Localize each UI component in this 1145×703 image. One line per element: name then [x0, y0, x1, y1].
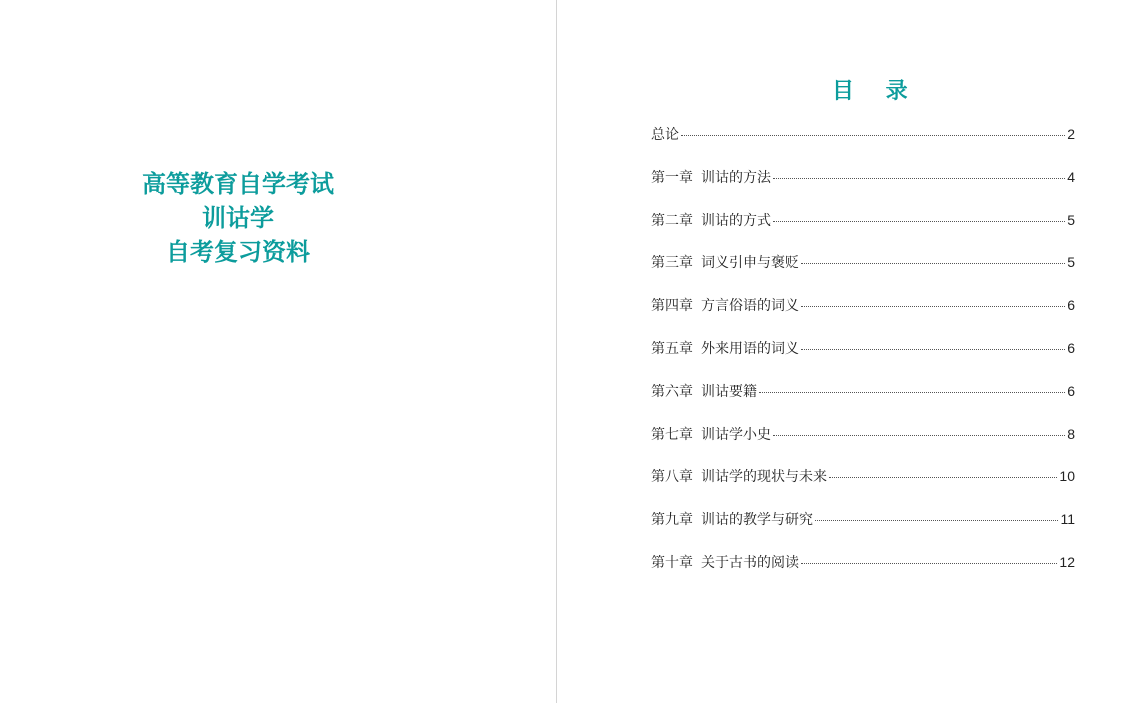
toc-entry-chapter: 第二章 [651, 212, 693, 229]
toc-entry-text [651, 295, 799, 315]
toc-heading: 目 录 [832, 79, 920, 104]
toc-entry-page: 6 [1067, 382, 1075, 399]
toc-entry-text [651, 381, 757, 401]
toc-entry-chapter: 第十章 [651, 554, 693, 571]
toc-entry-title: 训诂的方法 [701, 169, 771, 186]
toc-entry-leader [773, 178, 1065, 179]
toc-entry-chapter: 第五章 [651, 340, 693, 357]
toc-entry[interactable] [651, 124, 1075, 167]
toc-entry-leader [801, 263, 1065, 264]
toc-entry[interactable] [651, 552, 1075, 595]
toc-entry-page: 5 [1067, 211, 1075, 228]
toc-entry[interactable] [651, 424, 1075, 467]
toc-entry-chapter: 第六章 [651, 383, 693, 400]
toc-entry-leader [801, 349, 1065, 350]
toc-entry-page: 6 [1067, 339, 1075, 356]
toc-entry-text [651, 338, 799, 358]
toc-entry-text [651, 552, 799, 572]
toc-entry-text [651, 124, 679, 144]
toc-entry[interactable] [651, 338, 1075, 381]
toc-entry-text [651, 210, 771, 230]
toc-entry-page: 10 [1059, 468, 1075, 485]
toc-entry[interactable] [651, 167, 1075, 210]
toc-entry-leader [681, 135, 1065, 136]
toc-entry-page: 12 [1059, 553, 1075, 570]
toc-list [651, 124, 1075, 595]
toc-entry-leader [829, 477, 1057, 478]
toc-entry-title: 训诂学的现状与未来 [701, 469, 827, 486]
toc-page [557, 0, 1145, 703]
cover-title [0, 167, 476, 269]
toc-entry-title: 外来用语的词义 [701, 340, 799, 357]
toc-entry[interactable] [651, 252, 1075, 295]
cover-title-line-exam: 高等教育自学考试 [142, 170, 334, 198]
toc-entry-text [651, 424, 771, 444]
toc-entry-leader [801, 563, 1057, 564]
toc-entry-leader [773, 435, 1065, 436]
toc-entry-chapter: 第三章 [651, 255, 693, 272]
toc-entry-text [651, 252, 799, 272]
toc-entry-title: 训诂的方式 [701, 212, 771, 229]
toc-entry-title: 训诂要籍 [701, 383, 757, 400]
toc-entry-chapter: 第八章 [651, 469, 693, 486]
toc-entry-leader [773, 221, 1065, 222]
toc-entry-chapter: 第四章 [651, 298, 693, 315]
toc-entry-page: 2 [1067, 126, 1075, 142]
toc-entry[interactable] [651, 466, 1075, 509]
toc-entry[interactable] [651, 381, 1075, 424]
toc-entry-chapter: 第九章 [651, 512, 693, 529]
toc-entry-chapter: 第一章 [651, 169, 693, 186]
toc-entry-title: 训诂学小史 [701, 426, 771, 443]
cover-title-line-subject: 训诂学 [202, 204, 274, 232]
toc-entry-title: 训诂的教学与研究 [701, 512, 813, 529]
toc-entry-page: 8 [1067, 425, 1075, 442]
toc-entry[interactable] [651, 509, 1075, 552]
toc-entry-page: 11 [1060, 511, 1075, 528]
toc-entry-leader [815, 520, 1058, 521]
toc-entry-title: 总论 [651, 127, 679, 143]
toc-entry-page: 6 [1067, 297, 1075, 314]
toc-entry-text [651, 167, 771, 187]
toc-entry-page: 5 [1067, 254, 1075, 271]
toc-entry-leader [759, 392, 1065, 393]
toc-entry-page: 4 [1067, 168, 1075, 185]
toc-entry[interactable] [651, 210, 1075, 253]
toc-entry-chapter: 第七章 [651, 426, 693, 443]
cover-page [0, 0, 556, 703]
toc-entry-title: 关于古书的阅读 [701, 554, 799, 571]
toc-entry-text [651, 466, 827, 486]
toc-entry-leader [801, 306, 1065, 307]
cover-title-line-material: 自考复习资料 [166, 238, 310, 266]
toc-entry-title: 词义引申与褒贬 [701, 255, 799, 272]
toc-entry-text [651, 509, 813, 529]
toc-entry[interactable] [651, 295, 1075, 338]
toc-entry-title: 方言俗语的词义 [701, 298, 799, 315]
